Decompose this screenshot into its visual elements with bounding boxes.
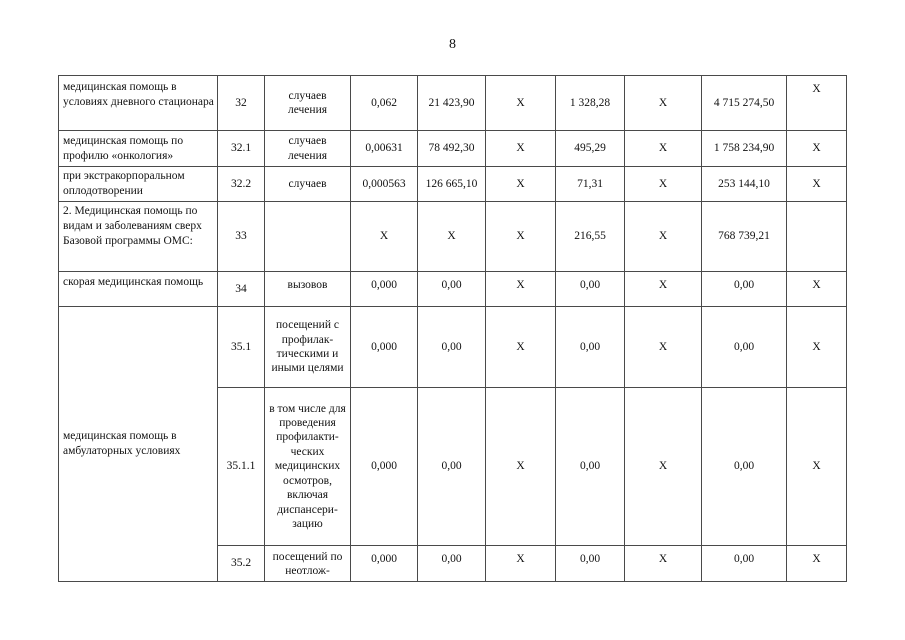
row-value-5: X bbox=[625, 131, 702, 167]
row-unit: случаев лечения bbox=[265, 131, 351, 167]
row-value-6: 0,00 bbox=[702, 388, 787, 546]
row-value-6: 0,00 bbox=[702, 307, 787, 388]
row-value-4: 0,00 bbox=[556, 307, 625, 388]
row-name: скорая медицинская помощь bbox=[59, 272, 218, 307]
row-value-7: X bbox=[787, 272, 847, 307]
row-value-2: X bbox=[418, 202, 486, 272]
row-code: 35.1 bbox=[218, 307, 265, 388]
table-row bbox=[59, 202, 847, 272]
page-number: 8 bbox=[449, 37, 456, 52]
row-value-3: X bbox=[486, 546, 556, 582]
program-table bbox=[58, 75, 847, 582]
row-value-4: 0,00 bbox=[556, 388, 625, 546]
row-code: 35.1.1 bbox=[218, 388, 265, 546]
row-unit: вызовов bbox=[265, 272, 351, 307]
table-row bbox=[59, 307, 847, 388]
row-value-7: X bbox=[787, 546, 847, 582]
row-value-5: X bbox=[625, 76, 702, 131]
row-value-3: X bbox=[486, 307, 556, 388]
row-code: 32 bbox=[218, 76, 265, 131]
row-value-5: X bbox=[625, 546, 702, 582]
row-code: 32.1 bbox=[218, 131, 265, 167]
row-name: медицинская помощь в амбулаторных условиях bbox=[59, 307, 218, 582]
row-value-1: 0,000 bbox=[351, 272, 418, 307]
row-unit: в том числе для проведения профилакти-ческих медицинских осмотров, включая диспансери-зацию bbox=[265, 388, 351, 546]
row-value-1: 0,000 bbox=[351, 388, 418, 546]
row-name: медицинская помощь по профилю «онкология» bbox=[59, 131, 218, 167]
row-value-4: 1 328,28 bbox=[556, 76, 625, 131]
row-value-6: 768 739,21 bbox=[702, 202, 787, 272]
row-value-5: X bbox=[625, 307, 702, 388]
row-unit: случаев bbox=[265, 167, 351, 202]
table-row bbox=[59, 167, 847, 202]
row-value-1: 0,000563 bbox=[351, 167, 418, 202]
row-value-6: 4 715 274,50 bbox=[702, 76, 787, 131]
row-value-4: 0,00 bbox=[556, 272, 625, 307]
row-value-7: X bbox=[787, 388, 847, 546]
row-value-4: 71,31 bbox=[556, 167, 625, 202]
row-value-3: X bbox=[486, 202, 556, 272]
row-value-5: X bbox=[625, 388, 702, 546]
row-value-3: X bbox=[486, 131, 556, 167]
table-row bbox=[59, 76, 847, 131]
row-value-7: X bbox=[787, 307, 847, 388]
row-value-1: 0,062 bbox=[351, 76, 418, 131]
row-value-7: X bbox=[787, 76, 847, 131]
row-unit bbox=[265, 202, 351, 272]
row-code: 35.2 bbox=[218, 546, 265, 582]
row-unit bbox=[265, 546, 351, 582]
row-value-4: 0,00 bbox=[556, 546, 625, 582]
row-value-6: 0,00 bbox=[702, 546, 787, 582]
row-value-5: X bbox=[625, 272, 702, 307]
row-value-3: X bbox=[486, 272, 556, 307]
row-value-5: X bbox=[625, 167, 702, 202]
row-code: 34 bbox=[218, 272, 265, 307]
row-unit-text: посещений по неотлож- bbox=[272, 551, 343, 578]
row-value-2: 126 665,10 bbox=[418, 167, 486, 202]
row-value-2: 0,00 bbox=[418, 272, 486, 307]
row-value-3: X bbox=[486, 76, 556, 131]
row-value-2: 0,00 bbox=[418, 307, 486, 388]
row-value-6: 253 144,10 bbox=[702, 167, 787, 202]
row-value-1: 0,000 bbox=[351, 307, 418, 388]
row-value-7: X bbox=[787, 131, 847, 167]
row-value-1: X bbox=[351, 202, 418, 272]
row-value-7 bbox=[787, 202, 847, 272]
row-value-7: X bbox=[787, 167, 847, 202]
row-value-6: 0,00 bbox=[702, 272, 787, 307]
table-row bbox=[59, 131, 847, 167]
row-value-6: 1 758 234,90 bbox=[702, 131, 787, 167]
row-unit: случаев лечения bbox=[265, 76, 351, 131]
row-code: 33 bbox=[218, 202, 265, 272]
row-unit: посещений с профилак-тическими и иными целями bbox=[265, 307, 351, 388]
row-value-2: 0,00 bbox=[418, 546, 486, 582]
row-name: медицинская помощь в условиях дневного стационара bbox=[59, 76, 218, 131]
table-row bbox=[59, 272, 847, 307]
row-value-2: 78 492,30 bbox=[418, 131, 486, 167]
row-value-5: X bbox=[625, 202, 702, 272]
row-value-2: 21 423,90 bbox=[418, 76, 486, 131]
row-name: 2. Медицинская помощь по видам и заболеваниям сверх Базовой программы ОМС: bbox=[59, 202, 218, 272]
row-value-3: X bbox=[486, 388, 556, 546]
row-name: при экстракорпоральном оплодотворении bbox=[59, 167, 218, 202]
row-value-4: 495,29 bbox=[556, 131, 625, 167]
row-value-4: 216,55 bbox=[556, 202, 625, 272]
row-value-1: 0,00631 bbox=[351, 131, 418, 167]
row-value-3: X bbox=[486, 167, 556, 202]
row-value-1: 0,000 bbox=[351, 546, 418, 582]
row-value-2: 0,00 bbox=[418, 388, 486, 546]
row-code: 32.2 bbox=[218, 167, 265, 202]
